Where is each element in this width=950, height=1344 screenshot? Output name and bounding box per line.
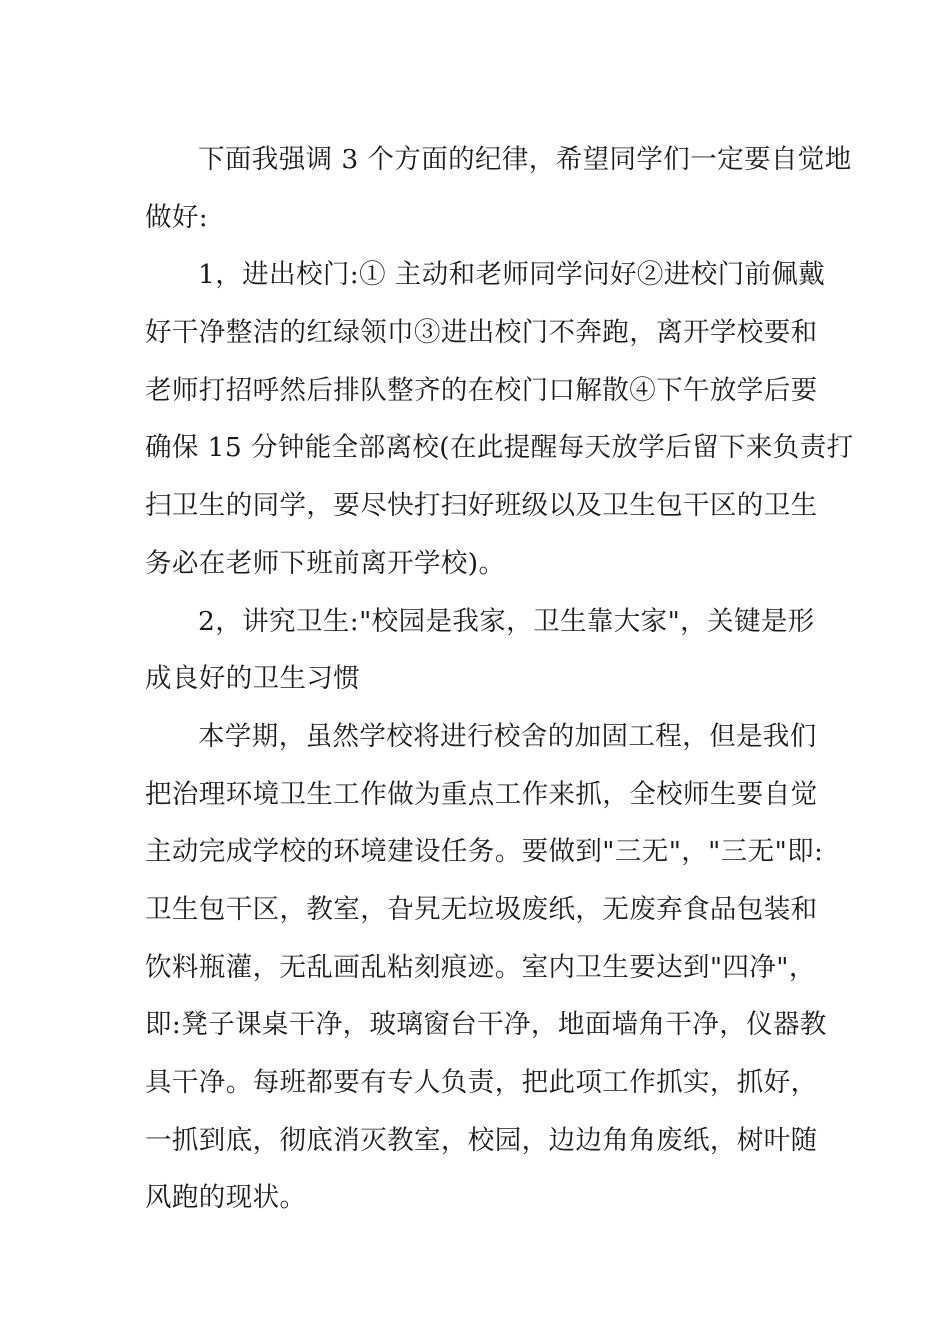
text-line: 即:凳子课桌干净，玻璃窗台干净，地面墙角干净，仪器教 (145, 1009, 827, 1041)
text-line: 风跑的现状。 (145, 1182, 307, 1214)
text-line: 好干净整洁的红绿领巾③进出校门不奔跑，离开学校要和 (145, 317, 818, 349)
body-text (145, 131, 854, 1227)
text-line: 卫生包干区，教室，旮旯无垃圾废纸，无废弃食品包装和 (145, 893, 818, 925)
text-line: 务必在老师下班前离开学校)。 (145, 547, 506, 579)
text-line: 扫卫生的同学，要尽快打扫好班级以及卫生包干区的卫生 (145, 490, 818, 522)
text-line: 确保 15 分钟能全部离校(在此提醒每天放学后留下来负责打 (145, 432, 854, 464)
text-line: 2，讲究卫生:"校园是我家，卫生靠大家"，关键是形 (198, 605, 815, 637)
text-line: 把治理环境卫生工作做为重点工作来抓，全校师生要自觉 (145, 778, 818, 810)
text-line: 主动完成学校的环境建设任务。要做到"三无"，"三无"即: (145, 836, 824, 868)
text-line: 本学期，虽然学校将进行校舍的加固工程，但是我们 (198, 720, 817, 752)
text-line: 具干净。每班都要有专人负责，把此项工作抓实，抓好， (145, 1067, 818, 1098)
text-line: 成良好的卫生习惯 (145, 663, 361, 695)
text-line: 老师打招呼然后排队整齐的在校门口解散④下午放学后要 (145, 374, 818, 406)
text-line: 1，进出校门:① 主动和老师同学问好②进校门前佩戴 (198, 259, 826, 291)
text-line: 一抓到底，彻底消灭教室，校园，边边角角废纸，树叶随 (145, 1124, 818, 1156)
text-line: 做好: (145, 201, 209, 233)
text-line: 下面我强调 3 个方面的纪律，希望同学们一定要自觉地 (198, 144, 852, 175)
text-line: 饮料瓶灌，无乱画乱粘刻痕迹。室内卫生要达到"四净"， (145, 951, 816, 983)
